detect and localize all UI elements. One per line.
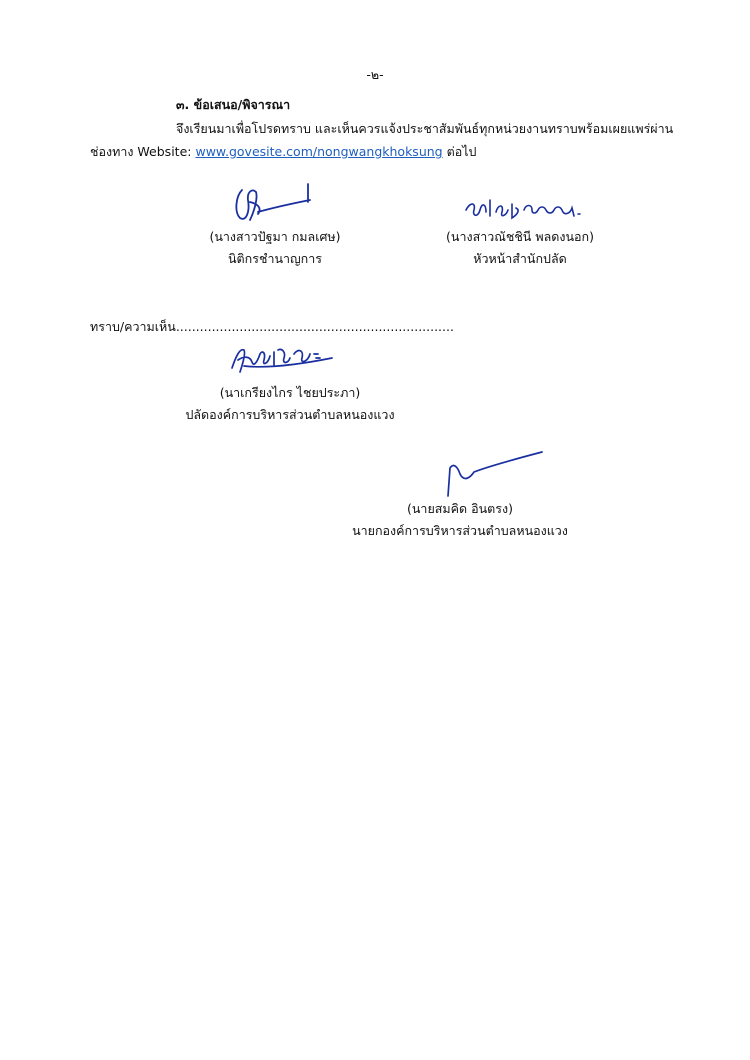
signature-right-icon: [462, 196, 592, 224]
signer-deputy-position: ปลัดองค์การบริหารส่วนตำบลหนองแวง: [185, 407, 395, 422]
paragraph-line-1: จึงเรียนมาเพื่อโปรดทราบ และเห็นควรแจ้งประชาสัมพันธ์ทุกหน่วยงานทราบพร้อมเผยแพร่ผ่าน: [176, 121, 674, 136]
signer-deputy-block: [155, 382, 425, 426]
signature-left-icon: [228, 182, 318, 228]
signer-left-name: (นางสาวปัฐมา กมลเศษ): [209, 229, 341, 244]
acknowledge-line: ทราบ/ความเห็น......................................................................: [90, 319, 454, 334]
signer-mayor-position: นายกองค์การบริหารส่วนตำบลหนองแวง: [352, 523, 568, 538]
section-heading: ๓. ข้อเสนอ/พิจารณา: [176, 97, 291, 112]
signature-deputy-icon: [222, 338, 342, 378]
signature-mayor-icon: [444, 448, 554, 502]
signer-left-block: [150, 226, 400, 270]
paragraph-line-2: [90, 143, 476, 161]
signer-mayor-name: (นายสมคิด อินตรง): [407, 501, 513, 516]
signer-deputy-name: (นาเกรียงไกร ไชยประภา): [219, 385, 361, 400]
paragraph-prefix: ช่องทาง Website:: [90, 144, 192, 159]
website-link[interactable]: www.govesite.com/nongwangkhoksung: [195, 144, 443, 159]
signer-mayor-block: [330, 498, 590, 542]
paragraph-suffix: ต่อไป: [446, 144, 477, 159]
page-number: -๒-: [366, 67, 384, 82]
signer-right-block: [400, 226, 640, 270]
signer-left-position: นิติกรชำนาญการ: [228, 251, 322, 266]
signer-right-name: (นางสาวณัชชินี พลดงนอก): [446, 229, 594, 244]
signer-right-position: หัวหน้าสำนักปลัด: [473, 251, 567, 266]
